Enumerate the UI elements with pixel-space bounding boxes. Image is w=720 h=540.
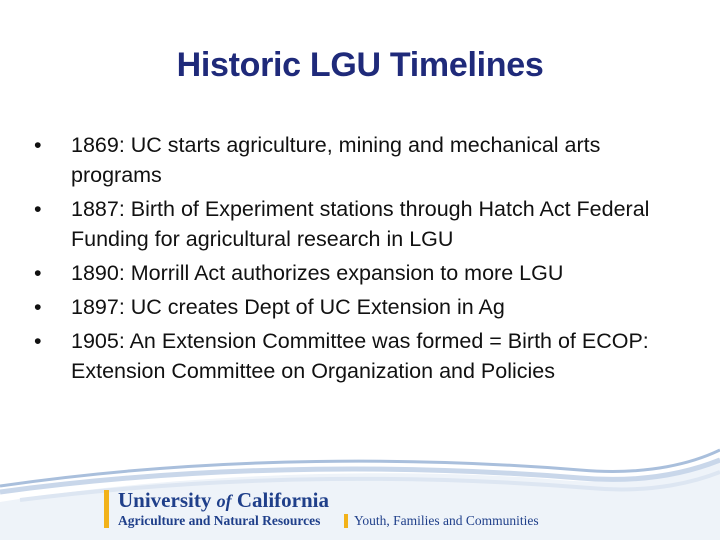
california-word: California [231, 488, 329, 512]
slide-title: Historic LGU Timelines [176, 46, 544, 84]
bullet-icon: • [34, 133, 42, 157]
logo-separator-bar [344, 514, 348, 528]
bullet-icon: • [34, 197, 42, 221]
list-item [34, 292, 694, 322]
list-item [34, 326, 694, 386]
list-item [34, 130, 694, 190]
bullet-text: 1869: UC starts agriculture, mining and mechanical arts programs [71, 133, 601, 187]
list-item [34, 194, 694, 254]
logo-gold-bar [104, 490, 109, 528]
university-name [118, 488, 329, 513]
bullet-text: 1897: UC creates Dept of UC Extension in Ag [71, 295, 505, 319]
university-word: University [118, 488, 217, 512]
bullet-icon: • [34, 261, 42, 285]
university-of-word: of [216, 491, 232, 511]
uc-anr-logo [104, 488, 624, 532]
bullet-icon: • [34, 329, 42, 353]
division-name: Agriculture and Natural Resources [118, 513, 321, 528]
bullet-list [34, 130, 694, 390]
list-item [34, 258, 694, 288]
bullet-text: 1887: Birth of Experiment stations through Hatch Act Federal Funding for agricultural research in LGU [71, 197, 650, 251]
program-name: Youth, Families and Communities [354, 513, 539, 528]
bullet-icon: • [34, 295, 42, 319]
bullet-text: 1905: An Extension Committee was formed = Birth of ECOP: Extension Committee on Organization and Policies [71, 329, 649, 383]
bullet-text: 1890: Morrill Act authorizes expansion to more LGU [71, 261, 564, 285]
